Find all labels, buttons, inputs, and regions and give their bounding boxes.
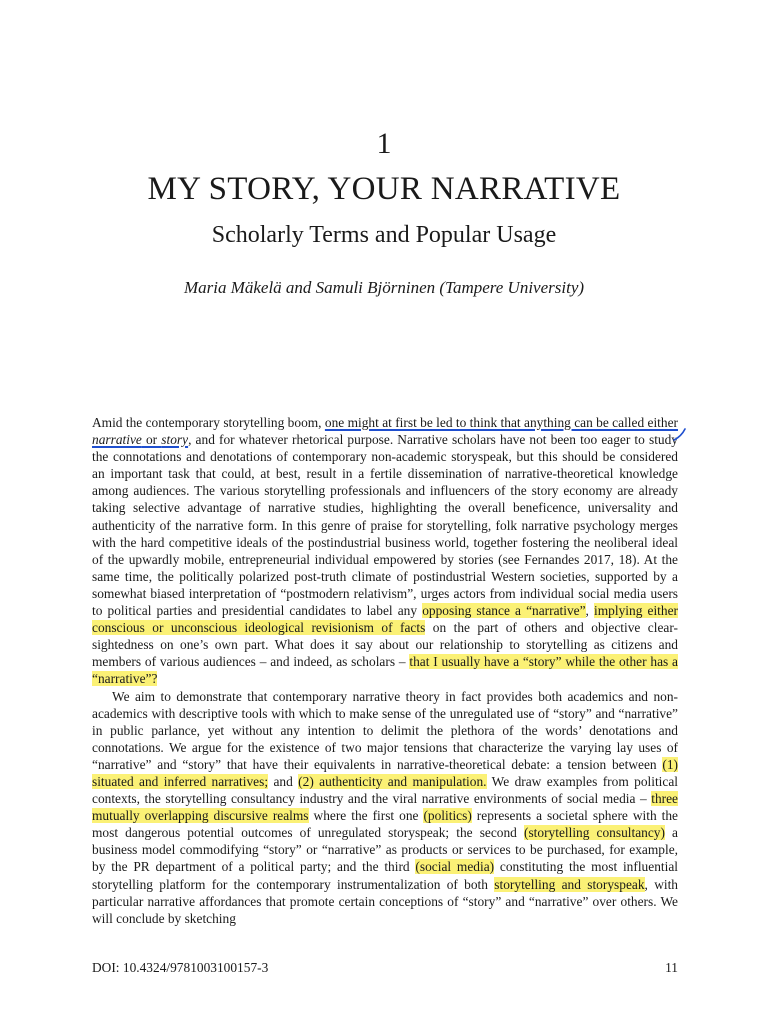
chapter-authors: Maria Mäkelä and Samuli Björninen (Tampere University) [183, 278, 585, 297]
highlight-annotation: that I usually have a “story” while the other has a “narrative”? [92, 654, 678, 687]
text-run: , and for whatever rhetorical purpose. Narrative scholars have not been too eager to study the connotations and denotations of contemporary non-academic storyspeak, but this should be considered an important task that could, at best, result in a fertile dissemination of narrative-theoretical knowledge among audiences. The various storytelling professionals and influencers of the story economy are already taking selective advantage of narrative studies, highlighting the overall beneficence, universality and authenticity of the narrative form. In this genre of praise for storytelling, folk narrative psychology merges with the hard competitive ideals of the postindustrial business world, together fostering the neoliberal ideal of the upwardly mobile, entrepreneurial individual empowered by stories (see Fernandes 2017, 18). At the same time, the politically polarized post-truth climate of postindustrial Western societies, supported by a somewhat biased interpretation of “postmodern relativism”, urges actors from individual social media users to political parties and presidential candidates to label any [92, 432, 679, 619]
highlight-annotation: three mutually overlapping discursive realms [92, 791, 678, 824]
italic-term: narrative [92, 432, 142, 448]
chapter-number: 1 [376, 127, 392, 160]
text-run: , [585, 603, 595, 619]
highlight-annotation: (2) authenticity and manipulation. [298, 773, 487, 789]
chapter-subtitle: Scholarly Terms and Popular Usage [211, 222, 557, 248]
pen-stroke-icon [673, 428, 687, 442]
highlight-annotation: (social media) [415, 859, 495, 875]
text-run: and [268, 773, 299, 789]
body-text [92, 414, 678, 927]
highlight-annotation: opposing stance a “narrative” [422, 603, 586, 619]
text-run: represents a societal sphere with the most dangerous potential outcomes of unregulated storyspeak; the second [92, 808, 678, 841]
text-run: on the part of others and objective clear-sightedness on one’s own part. What does it say about our relationship to storytelling as citizens and members of various audiences – and indeed, as scholars – [92, 620, 679, 670]
italic-term: story [161, 432, 189, 448]
text-run: where the first one [308, 808, 424, 824]
paragraph-2 [92, 688, 678, 927]
text-run: a business model commodifying “story” or “narrative” as products or services to be purchased, for example, by the PR department of a political party; and the third [92, 825, 678, 875]
text-run: or [141, 432, 162, 448]
highlight-annotation: (politics) [423, 808, 472, 824]
text-run: , with particular narrative affordances that promote certain conceptions of “story” and “narrative” over others. We will conclude by sketching [92, 876, 678, 926]
highlight-annotation: implying either conscious or unconscious ideological revisionism of facts [92, 603, 678, 636]
footer-doi: DOI: 10.4324/9781003100157-3 [92, 960, 269, 975]
text-run: We aim to demonstrate that contemporary narrative theory in fact provides both academics and non-academics with descriptive tools with which to make sense of the unregulated use of “story” and “narrative” in public parlance, yet without any intention to delimit the plethora of the words’ denotations and connotations. We argue for the existence of two major tensions that characterize the varying lay uses of “narrative” and “story” that have their equivalents in narrative-theoretical debate: a tension between [92, 688, 678, 772]
text-run: one might at first be led to think that anything can be called either [324, 415, 678, 430]
highlight-annotation: (1) situated and inferred narratives; [92, 756, 678, 789]
chapter-title: MY STORY, YOUR NARRATIVE [147, 171, 621, 207]
text-run: Amid the contemporary storytelling boom, [92, 415, 325, 430]
highlight-annotation: (storytelling consultancy) [523, 825, 665, 841]
highlight-annotation: storytelling and storyspeak [494, 876, 645, 892]
page-number: 11 [665, 960, 678, 975]
paragraph-1 [92, 414, 678, 688]
text-run: We draw examples from political contexts, the storytelling consultancy industry and the viral narrative environments of social media – [92, 773, 679, 807]
text-run: constituting the most influential storytelling platform for the contemporary instrumentalization of both [92, 859, 679, 892]
